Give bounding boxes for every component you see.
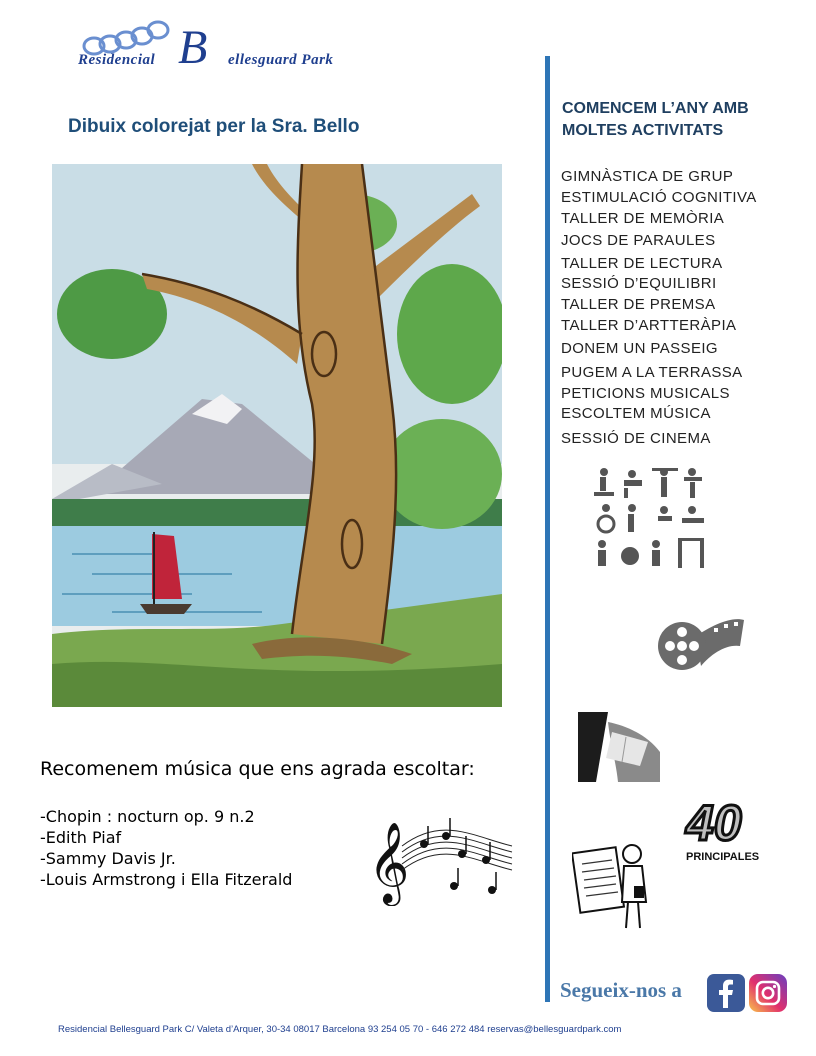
sidebar-divider bbox=[545, 56, 550, 1002]
activity-item: SESSIÓ D’EQUILIBRI bbox=[561, 275, 717, 292]
newspaper-reader-icon bbox=[572, 828, 656, 932]
music-item: -Edith Piaf bbox=[40, 828, 122, 847]
activities-heading-line1: COMENCEM L’ANY AMB bbox=[562, 100, 749, 117]
activities-heading bbox=[562, 98, 802, 142]
radio-40-number-icon bbox=[682, 800, 778, 846]
facebook-icon[interactable] bbox=[707, 974, 745, 1012]
reading-photo bbox=[578, 712, 660, 782]
music-item: -Sammy Davis Jr. bbox=[40, 849, 176, 868]
music-heading: Recomenem música que ens agrada escoltar: bbox=[40, 758, 475, 780]
logo-initial-b: B bbox=[178, 21, 208, 74]
activity-item: DONEM UN PASSEIG bbox=[561, 340, 718, 357]
residence-logo bbox=[60, 14, 420, 84]
music-recommendation-list bbox=[40, 806, 292, 890]
activity-item: PUGEM A LA TERRASSA bbox=[561, 364, 743, 381]
footer-contact: Residencial Bellesguard Park C/ Valeta d’Arquer, 30-34 08017 Barcelona 93 254 05 70 - 646 272 484 reservas@bellesguardpark.com bbox=[58, 1024, 622, 1035]
music-item: -Louis Armstrong i Ella Fitzerald bbox=[40, 870, 293, 889]
radio-40-logo bbox=[682, 800, 778, 864]
music-notes-icon bbox=[362, 806, 522, 906]
svg-text:𝄞: 𝄞 bbox=[368, 821, 410, 903]
activity-item: ESTIMULACIÓ COGNITIVA bbox=[561, 189, 757, 206]
instagram-icon[interactable] bbox=[749, 974, 787, 1012]
radio-40-number: 40 bbox=[686, 800, 742, 846]
logo-text-bellesguard: ellesguard Park bbox=[228, 52, 334, 68]
radio-40-label: PRINCIPALES bbox=[686, 851, 760, 863]
drawing-title: Dibuix colorejat per la Sra. Bello bbox=[68, 116, 360, 137]
film-reel-icon bbox=[656, 606, 746, 682]
activity-item: TALLER DE MEMÒRIA bbox=[561, 210, 725, 227]
activity-item: TALLER DE PREMSA bbox=[561, 296, 716, 313]
activity-item: TALLER DE LECTURA bbox=[561, 255, 723, 272]
follow-us-text: Segueix-nos a bbox=[560, 978, 682, 1002]
activities-heading-line2: MOLTES ACTIVITATS bbox=[562, 122, 724, 139]
exercise-pictograms-icon bbox=[590, 464, 710, 570]
activity-item: JOCS DE PARAULES bbox=[561, 232, 716, 249]
activity-item: SESSIÓ DE CINEMA bbox=[561, 430, 711, 447]
activity-item: ESCOLTEM MÚSICA bbox=[561, 405, 711, 422]
activity-item: PETICIONS MUSICALS bbox=[561, 385, 730, 402]
music-item: -Chopin : nocturn op. 9 n.2 bbox=[40, 807, 255, 826]
logo-text-residencial: Residencial bbox=[78, 52, 156, 68]
activity-item: GIMNÀSTICA DE GRUP bbox=[561, 168, 734, 185]
activity-item: TALLER D’ARTTERÀPIA bbox=[561, 317, 737, 334]
colored-tree-drawing bbox=[52, 164, 502, 707]
